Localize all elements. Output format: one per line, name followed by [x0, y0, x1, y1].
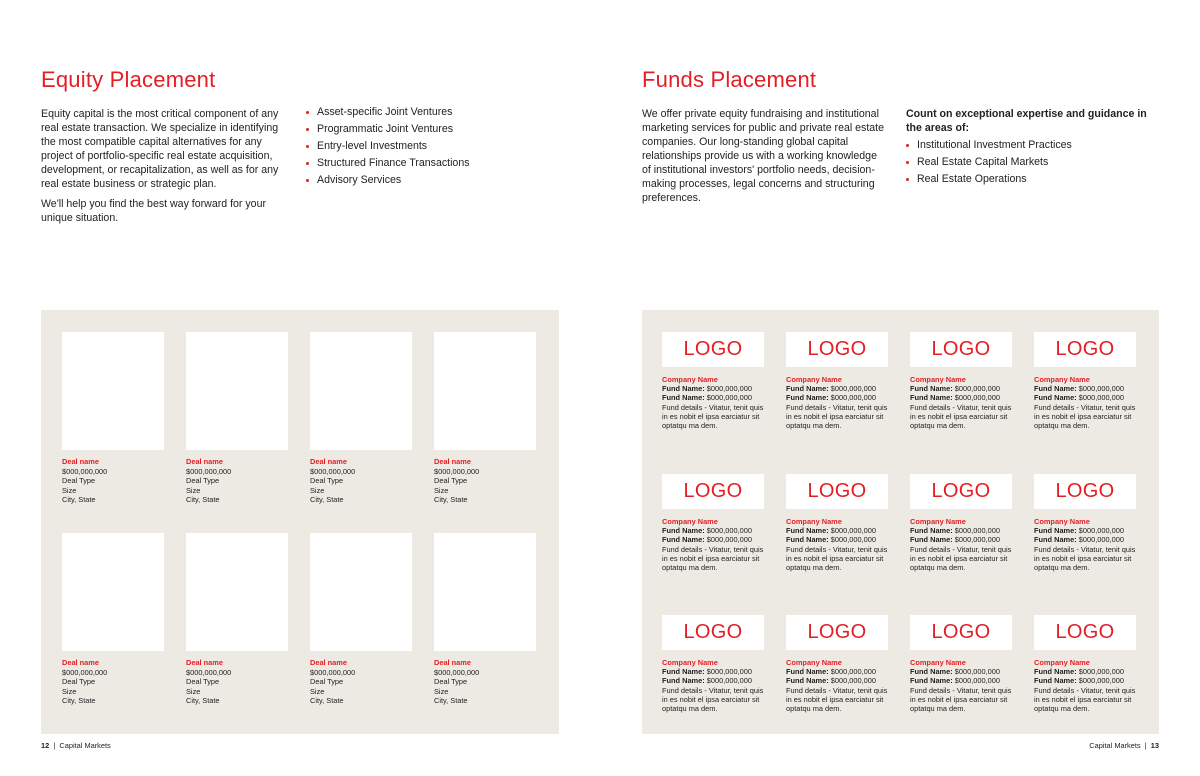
- deal-location: City, State: [434, 495, 468, 505]
- deal-location: City, State: [310, 696, 344, 706]
- fund-name-line: Fund Name: $000,000,000: [1034, 667, 1124, 677]
- deal-size: Size: [186, 686, 201, 696]
- deal-name: Deal name: [186, 658, 223, 667]
- deal-size: Size: [434, 686, 449, 696]
- deal-size: Size: [186, 485, 201, 495]
- deal-type: Deal Type: [310, 476, 344, 486]
- deal-size: Size: [310, 485, 325, 495]
- fund-name-line: Fund Name: $000,000,000: [1034, 526, 1124, 536]
- fund-name-line: Fund Name: $000,000,000: [786, 384, 876, 394]
- fund-logo-placeholder: [910, 615, 1012, 650]
- company-name: Company Name: [910, 658, 966, 667]
- deal-type: Deal Type: [434, 476, 468, 486]
- fund-name-line: Fund Name: $000,000,000: [786, 393, 876, 403]
- fund-details: Fund details - Vitatur, tenit quis in es nobit el ipsa earciatur sit optatqu ma dem.: [910, 544, 1012, 573]
- left-page-footer: [41, 741, 111, 750]
- deal-card-text: [434, 457, 479, 505]
- company-name: Company Name: [910, 375, 966, 384]
- deal-type: Deal Type: [186, 476, 220, 486]
- funds-placement-title: Funds Placement: [642, 67, 817, 92]
- fund-card-text: [786, 517, 890, 572]
- logo-text: LOGO: [683, 338, 743, 360]
- fund-details: Fund details - Vitatur, tenit quis in es nobit el ipsa earciatur sit optatqu ma dem.: [662, 685, 764, 714]
- deal-amount: $000,000,000: [186, 667, 232, 677]
- deal-size: Size: [62, 686, 77, 696]
- fund-logo-placeholder: [910, 332, 1012, 367]
- fund-details: Fund details - Vitatur, tenit quis in es nobit el ipsa earciatur sit optatqu ma dem.: [786, 544, 888, 573]
- fund-name-line: Fund Name: $000,000,000: [1034, 393, 1124, 403]
- funds-paragraph: We offer private equity fundraising and institutional marketing services for public and private real estate companies. Our long-standing global capital relationships provide us with a working knowledge of institutional investors' portfolio needs, decision-making processes, legal concerns and structuring preferences.: [642, 108, 885, 204]
- fund-name-line: Fund Name: $000,000,000: [662, 393, 752, 403]
- logo-text: LOGO: [807, 621, 867, 643]
- deal-image-placeholder: [310, 533, 412, 651]
- deal-card-text: [186, 658, 231, 706]
- deal-amount: $000,000,000: [434, 466, 480, 476]
- deal-name: Deal name: [434, 457, 471, 466]
- fund-logo-placeholder: [662, 332, 764, 367]
- fund-logo-placeholder: [786, 332, 888, 367]
- company-name: Company Name: [786, 658, 842, 667]
- logo-text: LOGO: [931, 338, 991, 360]
- fund-name-line: Fund Name: $000,000,000: [910, 384, 1000, 394]
- list-item: Structured Finance Transactions: [306, 155, 506, 172]
- fund-name-line: Fund Name: $000,000,000: [1034, 535, 1124, 545]
- fund-card-text: [910, 517, 1014, 572]
- fund-details: Fund details - Vitatur, tenit quis in es nobit el ipsa earciatur sit optatqu ma dem.: [786, 685, 888, 714]
- fund-card-text: [1034, 658, 1138, 713]
- logo-text: LOGO: [1055, 338, 1115, 360]
- fund-name-line: Fund Name: $000,000,000: [786, 667, 876, 677]
- deal-location: City, State: [62, 696, 96, 706]
- deal-image-placeholder: [434, 332, 536, 450]
- deal-amount: $000,000,000: [310, 667, 356, 677]
- expertise-heading: Count on exceptional expertise and guidance in the areas of:: [906, 108, 1147, 134]
- list-item: Advisory Services: [306, 172, 506, 189]
- fund-details: Fund details - Vitatur, tenit quis in es nobit el ipsa earciatur sit optatqu ma dem.: [786, 402, 888, 431]
- fund-logo-placeholder: [910, 474, 1012, 509]
- deal-type: Deal Type: [62, 476, 96, 486]
- list-item: Real Estate Operations: [906, 171, 1156, 188]
- deal-card-text: [186, 457, 231, 505]
- deal-name: Deal name: [310, 457, 347, 466]
- fund-name-line: Fund Name: $000,000,000: [786, 526, 876, 536]
- list-item: Institutional Investment Practices: [906, 137, 1156, 154]
- fund-card-text: [1034, 375, 1138, 430]
- deal-card-text: [310, 457, 355, 505]
- deal-type: Deal Type: [310, 677, 344, 687]
- fund-name-line: Fund Name: $000,000,000: [786, 535, 876, 545]
- logo-text: LOGO: [683, 621, 743, 643]
- logo-text: LOGO: [807, 480, 867, 502]
- fund-name-line: Fund Name: $000,000,000: [662, 676, 752, 686]
- logo-text: LOGO: [1055, 480, 1115, 502]
- deal-image-placeholder: [310, 332, 412, 450]
- company-name: Company Name: [1034, 375, 1090, 384]
- deal-image-placeholder: [62, 533, 164, 651]
- equity-services-list: [306, 104, 506, 189]
- deal-location: City, State: [434, 696, 468, 706]
- equity-paragraph-1: Equity capital is the most critical component of any real estate transaction. We specialize in identifying the most compatible capital alternatives for any project of portfolio-specific real estate acquisition, development, or recapitalization, as well as for any real estate business or strategic plan.: [41, 108, 279, 190]
- logo-text: LOGO: [683, 480, 743, 502]
- deal-amount: $000,000,000: [434, 667, 480, 677]
- deal-size: Size: [434, 485, 449, 495]
- fund-card-text: [786, 375, 890, 430]
- logo-text: LOGO: [931, 621, 991, 643]
- footer-divider: |: [51, 741, 58, 750]
- company-name: Company Name: [662, 658, 718, 667]
- fund-name-line: Fund Name: $000,000,000: [910, 535, 1000, 545]
- right-page-footer: [1089, 741, 1159, 750]
- fund-details: Fund details - Vitatur, tenit quis in es nobit el ipsa earciatur sit optatqu ma dem.: [662, 402, 764, 431]
- fund-logo-placeholder: [1034, 615, 1136, 650]
- fund-logo-placeholder: [662, 615, 764, 650]
- fund-name-line: Fund Name: $000,000,000: [662, 667, 752, 677]
- company-name: Company Name: [662, 517, 718, 526]
- fund-name-line: Fund Name: $000,000,000: [910, 667, 1000, 677]
- fund-name-line: Fund Name: $000,000,000: [662, 526, 752, 536]
- list-item: Asset-specific Joint Ventures: [306, 104, 506, 121]
- deal-name: Deal name: [434, 658, 471, 667]
- fund-card-text: [662, 375, 766, 430]
- deal-location: City, State: [186, 495, 220, 505]
- fund-name-line: Fund Name: $000,000,000: [910, 526, 1000, 536]
- deal-name: Deal name: [186, 457, 223, 466]
- company-name: Company Name: [1034, 658, 1090, 667]
- fund-card-text: [786, 658, 890, 713]
- deal-type: Deal Type: [434, 677, 468, 687]
- page-number: 12: [41, 741, 50, 750]
- deal-amount: $000,000,000: [62, 667, 108, 677]
- list-item: Real Estate Capital Markets: [906, 154, 1156, 171]
- fund-name-line: Fund Name: $000,000,000: [662, 535, 752, 545]
- expertise-list: [906, 137, 1156, 188]
- deal-name: Deal name: [310, 658, 347, 667]
- logo-text: LOGO: [1055, 621, 1115, 643]
- page-number: 13: [1150, 741, 1159, 750]
- funds-intro: [642, 107, 888, 211]
- deal-image-placeholder: [186, 533, 288, 651]
- deal-image-placeholder: [434, 533, 536, 651]
- deal-image-placeholder: [62, 332, 164, 450]
- fund-card-text: [910, 658, 1014, 713]
- deal-amount: $000,000,000: [186, 466, 232, 476]
- company-name: Company Name: [786, 375, 842, 384]
- deal-amount: $000,000,000: [62, 466, 108, 476]
- fund-details: Fund details - Vitatur, tenit quis in es nobit el ipsa earciatur sit optatqu ma dem.: [1034, 402, 1136, 431]
- fund-logo-placeholder: [1034, 474, 1136, 509]
- deal-type: Deal Type: [62, 677, 96, 687]
- fund-name-line: Fund Name: $000,000,000: [910, 676, 1000, 686]
- fund-name-line: Fund Name: $000,000,000: [662, 384, 752, 394]
- list-item: Entry-level Investments: [306, 138, 506, 155]
- fund-details: Fund details - Vitatur, tenit quis in es nobit el ipsa earciatur sit optatqu ma dem.: [1034, 544, 1136, 573]
- equity-intro: [41, 107, 289, 231]
- fund-details: Fund details - Vitatur, tenit quis in es nobit el ipsa earciatur sit optatqu ma dem.: [910, 402, 1012, 431]
- deal-name: Deal name: [62, 457, 99, 466]
- fund-details: Fund details - Vitatur, tenit quis in es nobit el ipsa earciatur sit optatqu ma dem.: [1034, 685, 1136, 714]
- deal-card-text: [310, 658, 355, 706]
- equity-placement-title: Equity Placement: [41, 67, 216, 92]
- deal-location: City, State: [62, 495, 96, 505]
- deal-amount: $000,000,000: [310, 466, 356, 476]
- section-label: Capital Markets: [1089, 741, 1141, 750]
- company-name: Company Name: [662, 375, 718, 384]
- list-item: Programmatic Joint Ventures: [306, 121, 506, 138]
- fund-name-line: Fund Name: $000,000,000: [1034, 676, 1124, 686]
- fund-name-line: Fund Name: $000,000,000: [786, 676, 876, 686]
- fund-name-line: Fund Name: $000,000,000: [1034, 384, 1124, 394]
- logo-text: LOGO: [931, 480, 991, 502]
- fund-card-text: [662, 517, 766, 572]
- company-name: Company Name: [910, 517, 966, 526]
- fund-card-text: [662, 658, 766, 713]
- fund-logo-placeholder: [662, 474, 764, 509]
- fund-logo-placeholder: [786, 615, 888, 650]
- deal-card-text: [62, 658, 107, 706]
- company-name: Company Name: [786, 517, 842, 526]
- fund-card-text: [910, 375, 1014, 430]
- deal-location: City, State: [310, 495, 344, 505]
- fund-details: Fund details - Vitatur, tenit quis in es nobit el ipsa earciatur sit optatqu ma dem.: [910, 685, 1012, 714]
- equity-paragraph-2: We'll help you find the best way forward for your unique situation.: [41, 198, 266, 224]
- fund-card-text: [1034, 517, 1138, 572]
- fund-logo-placeholder: [1034, 332, 1136, 367]
- fund-logo-placeholder: [786, 474, 888, 509]
- deal-size: Size: [310, 686, 325, 696]
- deal-image-placeholder: [186, 332, 288, 450]
- deal-size: Size: [62, 485, 77, 495]
- footer-divider: |: [1142, 741, 1149, 750]
- deal-location: City, State: [186, 696, 220, 706]
- logo-text: LOGO: [807, 338, 867, 360]
- fund-name-line: Fund Name: $000,000,000: [910, 393, 1000, 403]
- deal-name: Deal name: [62, 658, 99, 667]
- deal-card-text: [62, 457, 107, 505]
- deal-card-text: [434, 658, 479, 706]
- section-label: Capital Markets: [59, 741, 111, 750]
- fund-details: Fund details - Vitatur, tenit quis in es nobit el ipsa earciatur sit optatqu ma dem.: [662, 544, 764, 573]
- company-name: Company Name: [1034, 517, 1090, 526]
- deal-type: Deal Type: [186, 677, 220, 687]
